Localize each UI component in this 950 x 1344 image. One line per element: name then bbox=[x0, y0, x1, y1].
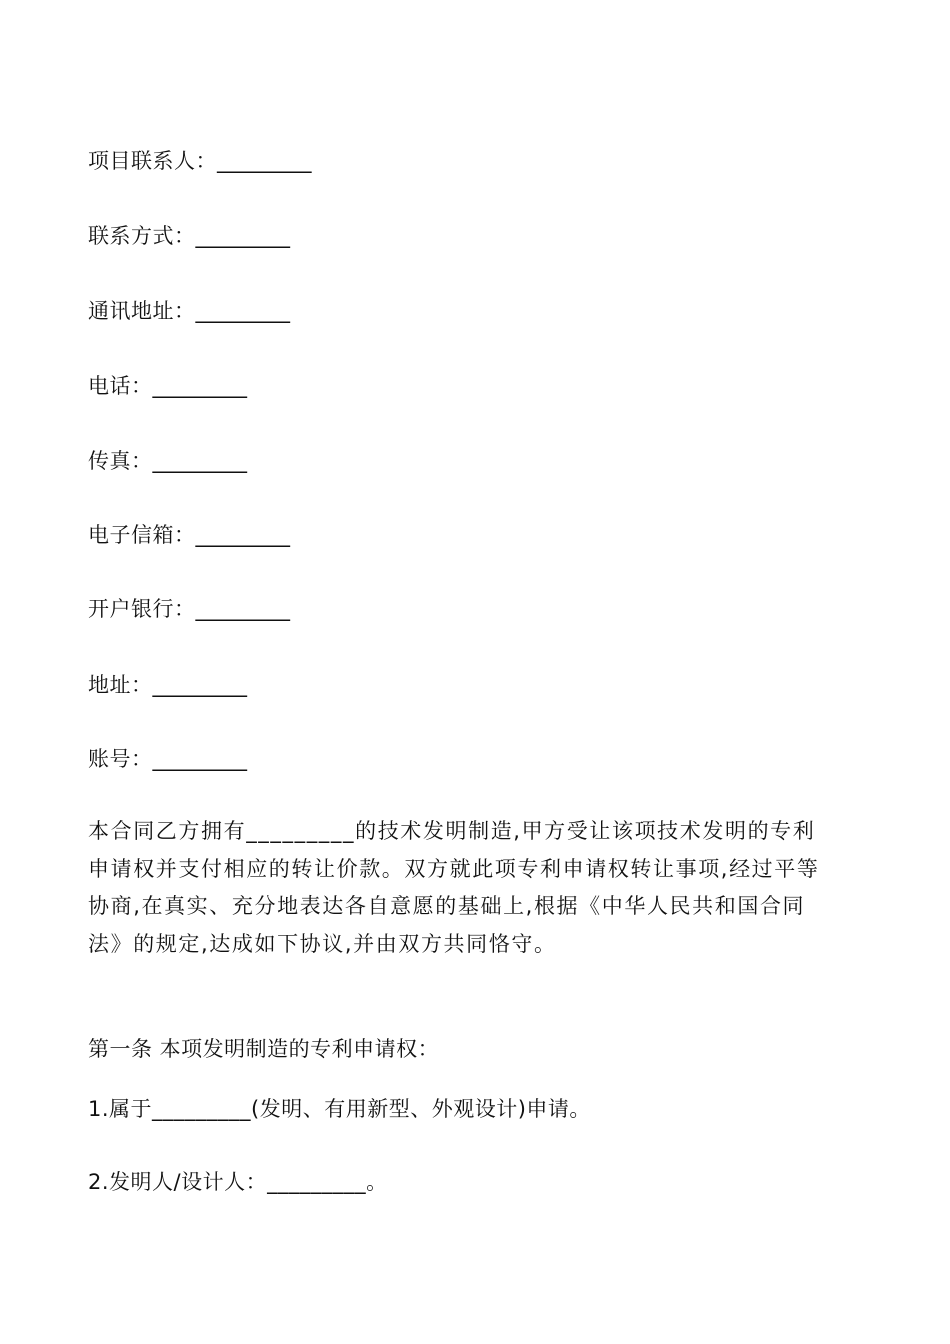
blank-line: _________ bbox=[152, 449, 247, 473]
article-heading: 第一条 本项发明制造的专利申请权： bbox=[88, 1037, 440, 1061]
field-label: 地址： bbox=[88, 673, 153, 697]
field-contact-method bbox=[88, 221, 290, 251]
field-label: 电子信箱： bbox=[88, 523, 196, 547]
field-label: 联系方式： bbox=[88, 224, 196, 248]
field-address bbox=[88, 670, 247, 700]
article-item-2: 2.发明人/设计人：_________。 bbox=[88, 1170, 388, 1194]
blank-line: _________ bbox=[195, 299, 290, 323]
blank-line: _________ bbox=[152, 747, 247, 771]
field-phone bbox=[88, 371, 247, 401]
field-label: 通讯地址： bbox=[88, 299, 196, 323]
intro-line: 申请权并支付相应的转让价款。双方就此项专利申请权转让事项,经过平等 bbox=[88, 856, 820, 881]
field-project-contact bbox=[88, 146, 312, 176]
blank-line: _________ bbox=[195, 597, 290, 621]
field-label: 传真： bbox=[88, 449, 153, 473]
blank-line: _________ bbox=[152, 374, 247, 398]
field-bank bbox=[88, 594, 290, 624]
intro-line: 协商,在真实、充分地表达各自意愿的基础上,根据《中华人民共和国合同 bbox=[88, 894, 806, 918]
field-account-number bbox=[88, 744, 247, 774]
intro-line: 法》的规定,达成如下协议,并由双方共同恪守。 bbox=[88, 931, 557, 956]
field-mailing-address bbox=[88, 296, 290, 326]
blank-line: _________ bbox=[195, 523, 290, 547]
field-label: 电话： bbox=[88, 374, 153, 398]
field-email bbox=[88, 520, 290, 550]
blank-line: _________ bbox=[152, 673, 247, 697]
blank-line: _________ bbox=[195, 224, 290, 248]
field-label: 开户银行： bbox=[88, 597, 196, 621]
field-fax bbox=[88, 446, 247, 476]
blank-line: _________ bbox=[217, 149, 312, 173]
field-label: 账号： bbox=[88, 747, 153, 771]
field-label: 项目联系人： bbox=[88, 149, 217, 173]
intro-paragraph bbox=[88, 813, 868, 963]
article-item-1: 1.属于_________(发明、有用新型、外观设计)申请。 bbox=[88, 1097, 591, 1121]
intro-line: 本合同乙方拥有_________的技术发明制造,甲方受让该项技术发明的专利 bbox=[88, 819, 816, 843]
